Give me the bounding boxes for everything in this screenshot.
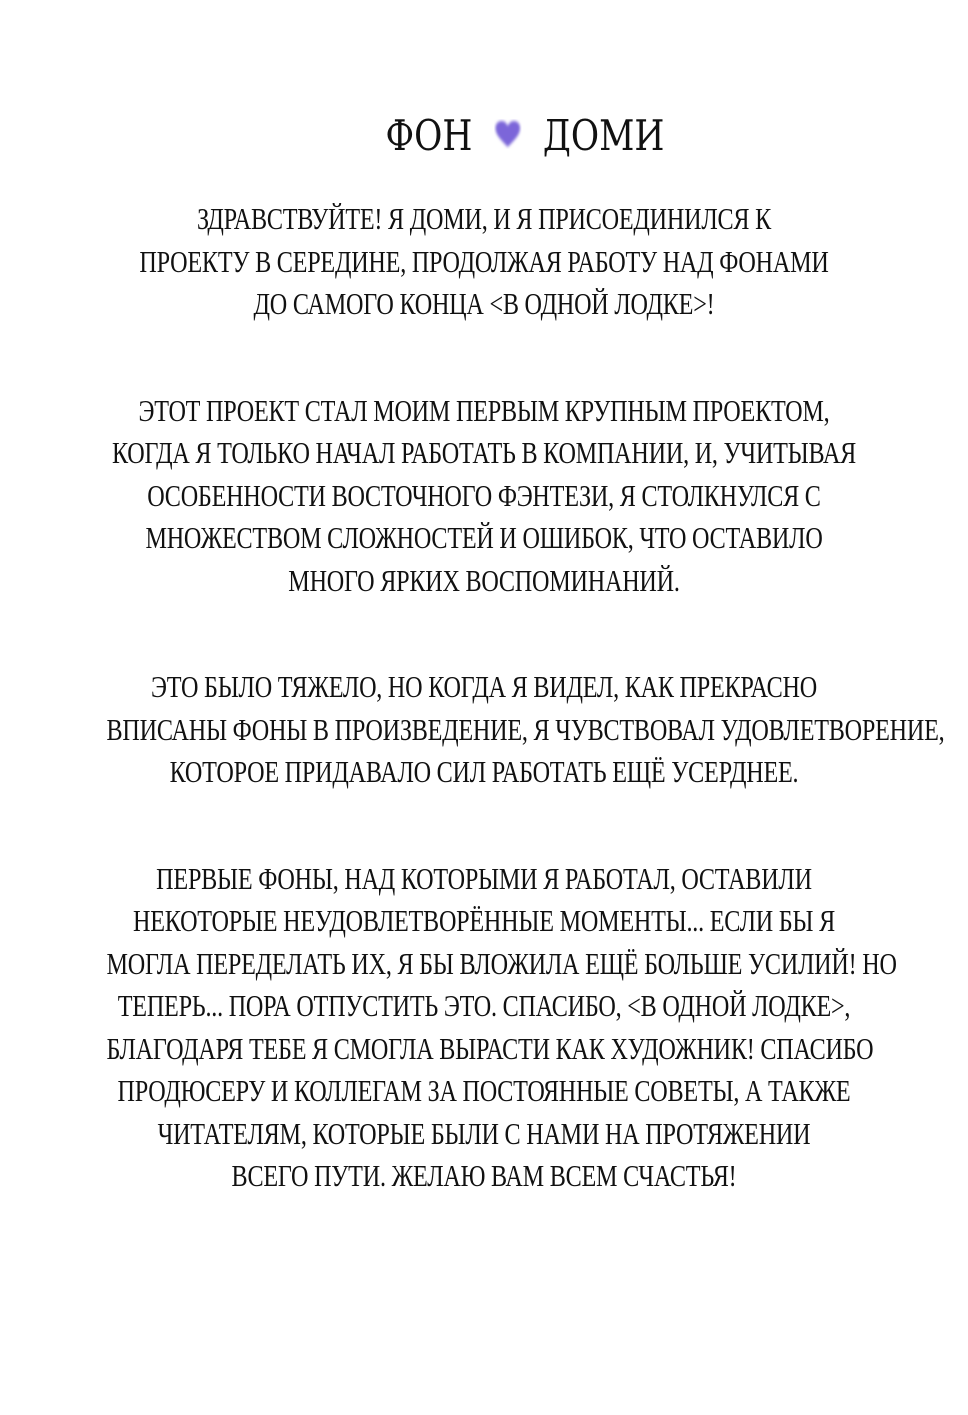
paragraph-line: ПЕРВЫЕ ФОНЫ, НАД КОТОРЫМИ Я РАБОТАЛ, ОСТАВИЛИ xyxy=(156,860,812,896)
paragraph-line: МОГЛА ПЕРЕДЕЛАТЬ ИХ, Я БЫ ВЛОЖИЛА ЕЩЁ БОЛЬШЕ УСИЛИЙ! НО xyxy=(106,945,897,981)
paragraph xyxy=(0,858,968,1198)
paragraph-line: ЗДРАВСТВУЙТЕ! Я ДОМИ, И Я ПРИСОЕДИНИЛСЯ К xyxy=(196,201,772,236)
paragraph-line: МНОГО ЯРКИХ ВОСПОМИНАНИЙ. xyxy=(288,562,680,598)
paragraph-line: КОГДА Я ТОЛЬКО НАЧАЛ РАБОТАТЬ В КОМПАНИИ, И, УЧИТЫВАЯ xyxy=(111,435,857,470)
paragraph xyxy=(0,198,968,326)
paragraph-line: ПРОДЮСЕРУ И КОЛЛЕГАМ ЗА ПОСТОЯННЫЕ СОВЕТЫ, А ТАКЖЕ xyxy=(117,1073,851,1108)
paragraph-line: ДО САМОГО КОНЦА <В ОДНОЙ ЛОДКЕ>! xyxy=(253,286,715,321)
title-right-word: ДОМИ xyxy=(542,111,665,160)
title-left-word: ФОН xyxy=(385,111,473,160)
paragraph-line: ОСОБЕННОСТИ ВОСТОЧНОГО ФЭНТЕЗИ, Я СТОЛКНУЛСЯ С xyxy=(147,477,821,513)
page-title xyxy=(95,108,956,167)
paragraph xyxy=(0,666,968,794)
paragraph-line: ПРОЕКТУ В СЕРЕДИНЕ, ПРОДОЛЖАЯ РАБОТУ НАД ФОНАМИ xyxy=(139,243,829,279)
paragraph-line: МНОЖЕСТВОМ СЛОЖНОСТЕЙ И ОШИБОК, ЧТО ОСТАВИЛО xyxy=(145,520,823,555)
paragraph-line: ЭТОТ ПРОЕКТ СТАЛ МОИМ ПЕРВЫМ КРУПНЫМ ПРОЕКТОМ, xyxy=(138,392,830,428)
paragraph-line: БЛАГОДАРЯ ТЕБЕ Я СМОГЛА ВЫРАСТИ КАК ХУДОЖНИК! СПАСИБО xyxy=(106,1030,874,1066)
paragraph xyxy=(0,390,968,603)
note-body xyxy=(0,198,968,1262)
paragraph-line: ВСЕГО ПУТИ. ЖЕЛАЮ ВАМ ВСЕМ СЧАСТЬЯ! xyxy=(231,1158,737,1193)
heart-icon xyxy=(494,107,522,163)
heart-icon-svg xyxy=(494,119,522,149)
paragraph-line: ЭТО БЫЛО ТЯЖЕЛО, НО КОГДА Я ВИДЕЛ, КАК ПРЕКРАСНО xyxy=(151,669,817,704)
paragraph-line: НЕКОТОРЫЕ НЕУДОВЛЕТВОРЁННЫЕ МОМЕНТЫ... ЕСЛИ БЫ Я xyxy=(133,903,835,938)
paragraph-line: ЧИТАТЕЛЯМ, КОТОРЫЕ БЫЛИ С НАМИ НА ПРОТЯЖЕНИИ xyxy=(157,1115,811,1151)
paragraph-line: ВПИСАНЫ ФОНЫ В ПРОИЗВЕДЕНИЕ, Я ЧУВСТВОВАЛ УДОВЛЕТВОРЕНИЕ, xyxy=(106,711,945,747)
paragraph-line: ТЕПЕРЬ... ПОРА ОТПУСТИТЬ ЭТО. СПАСИБО, <В ОДНОЙ ЛОДКЕ>, xyxy=(117,988,851,1023)
paragraph-line: КОТОРОЕ ПРИДАВАЛО СИЛ РАБОТАТЬ ЕЩЁ УСЕРДНЕЕ. xyxy=(169,754,799,789)
